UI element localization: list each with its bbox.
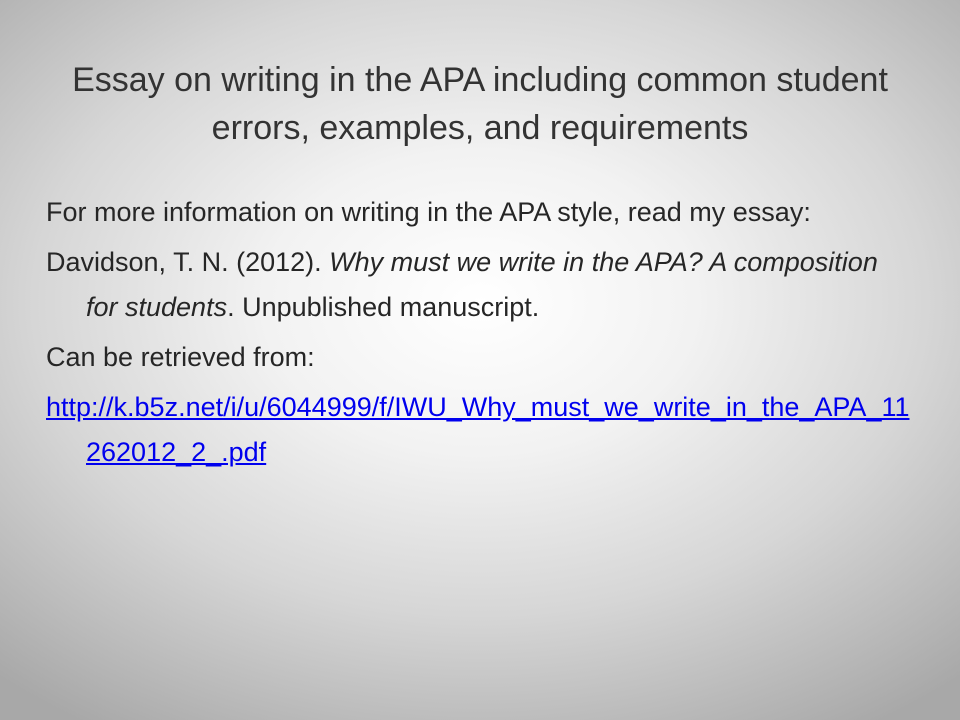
- slide-body: [46, 190, 916, 480]
- citation-title: Why must we write in the APA? A composition for students: [86, 247, 878, 322]
- retrieved-paragraph: Can be retrieved from:: [46, 342, 315, 372]
- citation-paragraph: [46, 240, 916, 330]
- citation-author-year: Davidson, T. N. (2012).: [46, 247, 330, 277]
- slide-title: Essay on writing in the APA including common student errors, examples, and requirements: [72, 61, 888, 147]
- intro-paragraph: For more information on writing in the APA style, read my essay:: [46, 197, 811, 227]
- url-paragraph: [46, 385, 916, 475]
- essay-url-link[interactable]: http://k.b5z.net/i/u/6044999/f/IWU_Why_must_we_write_in_the_APA_11262012_2_.pdf: [46, 392, 910, 467]
- citation-suffix: . Unpublished manuscript.: [227, 292, 540, 322]
